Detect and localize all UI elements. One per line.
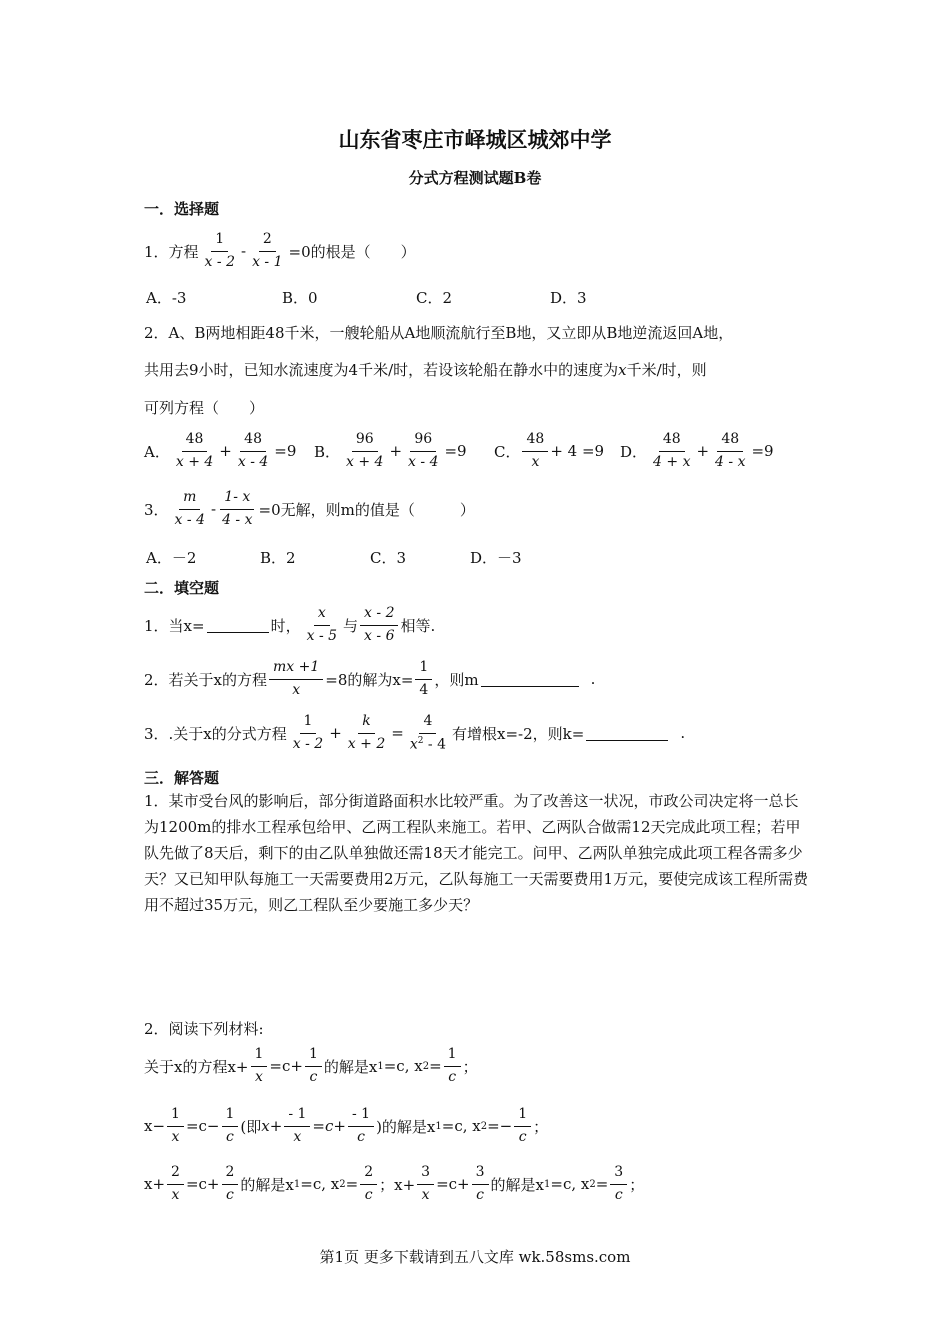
answer-blank: [586, 726, 668, 741]
operator: -: [240, 242, 247, 260]
option-a: A． $\frac{48}{x + 4}$ + $\frac{48}{x - 4}$ =9: [144, 431, 297, 470]
question-3-1: 1．某市受台风的影响后，部分街道路面积水比较严重。为了改善这一状况，市政公司决定将一总长为1200m的排水工程承包给甲、乙两工程队来施工。若甲、乙两队合做需12天完成此项工程；若甲队先做了8天后，剩下的由乙队单独做还需18天才能完工。问甲、乙两队单独完成此项工程各需多少天？又已知甲队每施工一天需要费用2万元，乙队每施工一天需要费用1万元，要使完成该工程所需费用不超过35万元，则乙工程队至少要施工多少天？: [144, 792, 809, 914]
answer-blank: [481, 672, 579, 687]
material-line-1: 关于x的方程x+ $\frac{1}{x}$ =c+ $\frac{1}{c}$ 的解是x 1 =c, x 2 = $\frac{1}{c}$ ；: [144, 1046, 478, 1085]
option-d: D．－3: [470, 549, 522, 567]
material-line-3: x+ $\frac{2}{x}$ =c+ $\frac{2}{c}$ 的解是x 1 =c, x 2 = $\frac{2}{c}$ ；x+ $\frac{3}{x}$ =c+ $\frac{3}{c}$ 的解是x 1 =c, x 2 = $\frac{3}{c}$ ；: [144, 1164, 645, 1203]
fraction: $\frac{2}{x - 1}$: [252, 231, 283, 270]
question-1-2-line3: 可列方程（ ）: [144, 399, 265, 417]
section-heading-solve: 三．解答题: [144, 769, 220, 787]
question-2-3: 3．.关于x的分式方程 $\frac{1}{x - 2}$ + $\frac{k}{x + 2}$ = $\frac{4}{x^2 - 4}$ 有增根x=-2，则k= .: [144, 713, 686, 753]
question-3-2-title: 2．阅读下列材料:: [144, 1020, 264, 1038]
option-b: B．0: [282, 289, 318, 307]
option-c: C．2: [416, 289, 453, 307]
question-2-1: 1．当x= 时， $\frac{x}{x - 5}$ 与 $\frac{x - 2}{x - 6}$ 相等.: [144, 605, 436, 644]
option-d: D．3: [550, 289, 587, 307]
question-1-2-line2: 共用去9小时，已知水流速度为4千米/时，若设该轮船在静水中的速度为x千米/时，则: [144, 361, 707, 379]
answer-blank: [207, 618, 269, 633]
option-c: C． $\frac{48}{x}$ + 4 =9: [494, 431, 605, 470]
question-1-1: [144, 231, 416, 271]
section-heading-choice: 一．选择题: [144, 200, 220, 218]
option-b: B．2: [260, 549, 296, 567]
q-suffix: =0的根是（ ）: [288, 242, 416, 261]
question-2-2: 2．若关于x的方程 $\frac{mx +1}{x}$ =8的解为x= $\frac{1}{4}$ ，则m .: [144, 659, 596, 698]
q-prefix: 1．方程: [144, 242, 199, 261]
option-b: B． $\frac{96}{x + 4}$ + $\frac{96}{x - 4}$ =9: [314, 431, 467, 470]
option-a: A．-3: [146, 289, 187, 307]
section-heading-fill: 二．填空题: [144, 579, 220, 597]
question-1-2-line1: 2．A、B两地相距48千米，一艘轮船从A地顺流航行至B地，又立即从B地逆流返回A地，: [144, 324, 734, 342]
page-title: 山东省枣庄市峄城区城郊中学: [338, 127, 612, 152]
question-1-3: 3． $\frac{m}{x - 4}$ - $\frac{1- x}{4 - x}$ =0无解，则m的值是（ ）: [144, 489, 475, 528]
option-a: A．－2: [146, 549, 197, 567]
page-footer: 第1页 更多下载请到五八文库 wk.58sms.com: [319, 1248, 631, 1266]
material-line-2: x− $\frac{1}{x}$ =c− $\frac{1}{c}$ (即 x + $\frac{- 1}{x}$ = c + $\frac{- 1}{c}$ )的解是x 1 =c, x 2 =− $\frac{1}{c}$ ；: [144, 1106, 549, 1145]
option-c: C．3: [370, 549, 407, 567]
option-d: D． $\frac{48}{4 + x}$ + $\frac{48}{4 - x}$ =9: [620, 431, 774, 470]
page-subtitle: 分式方程测试题B卷: [408, 169, 542, 187]
fraction: $\frac{1}{x - 2}$: [204, 231, 235, 270]
